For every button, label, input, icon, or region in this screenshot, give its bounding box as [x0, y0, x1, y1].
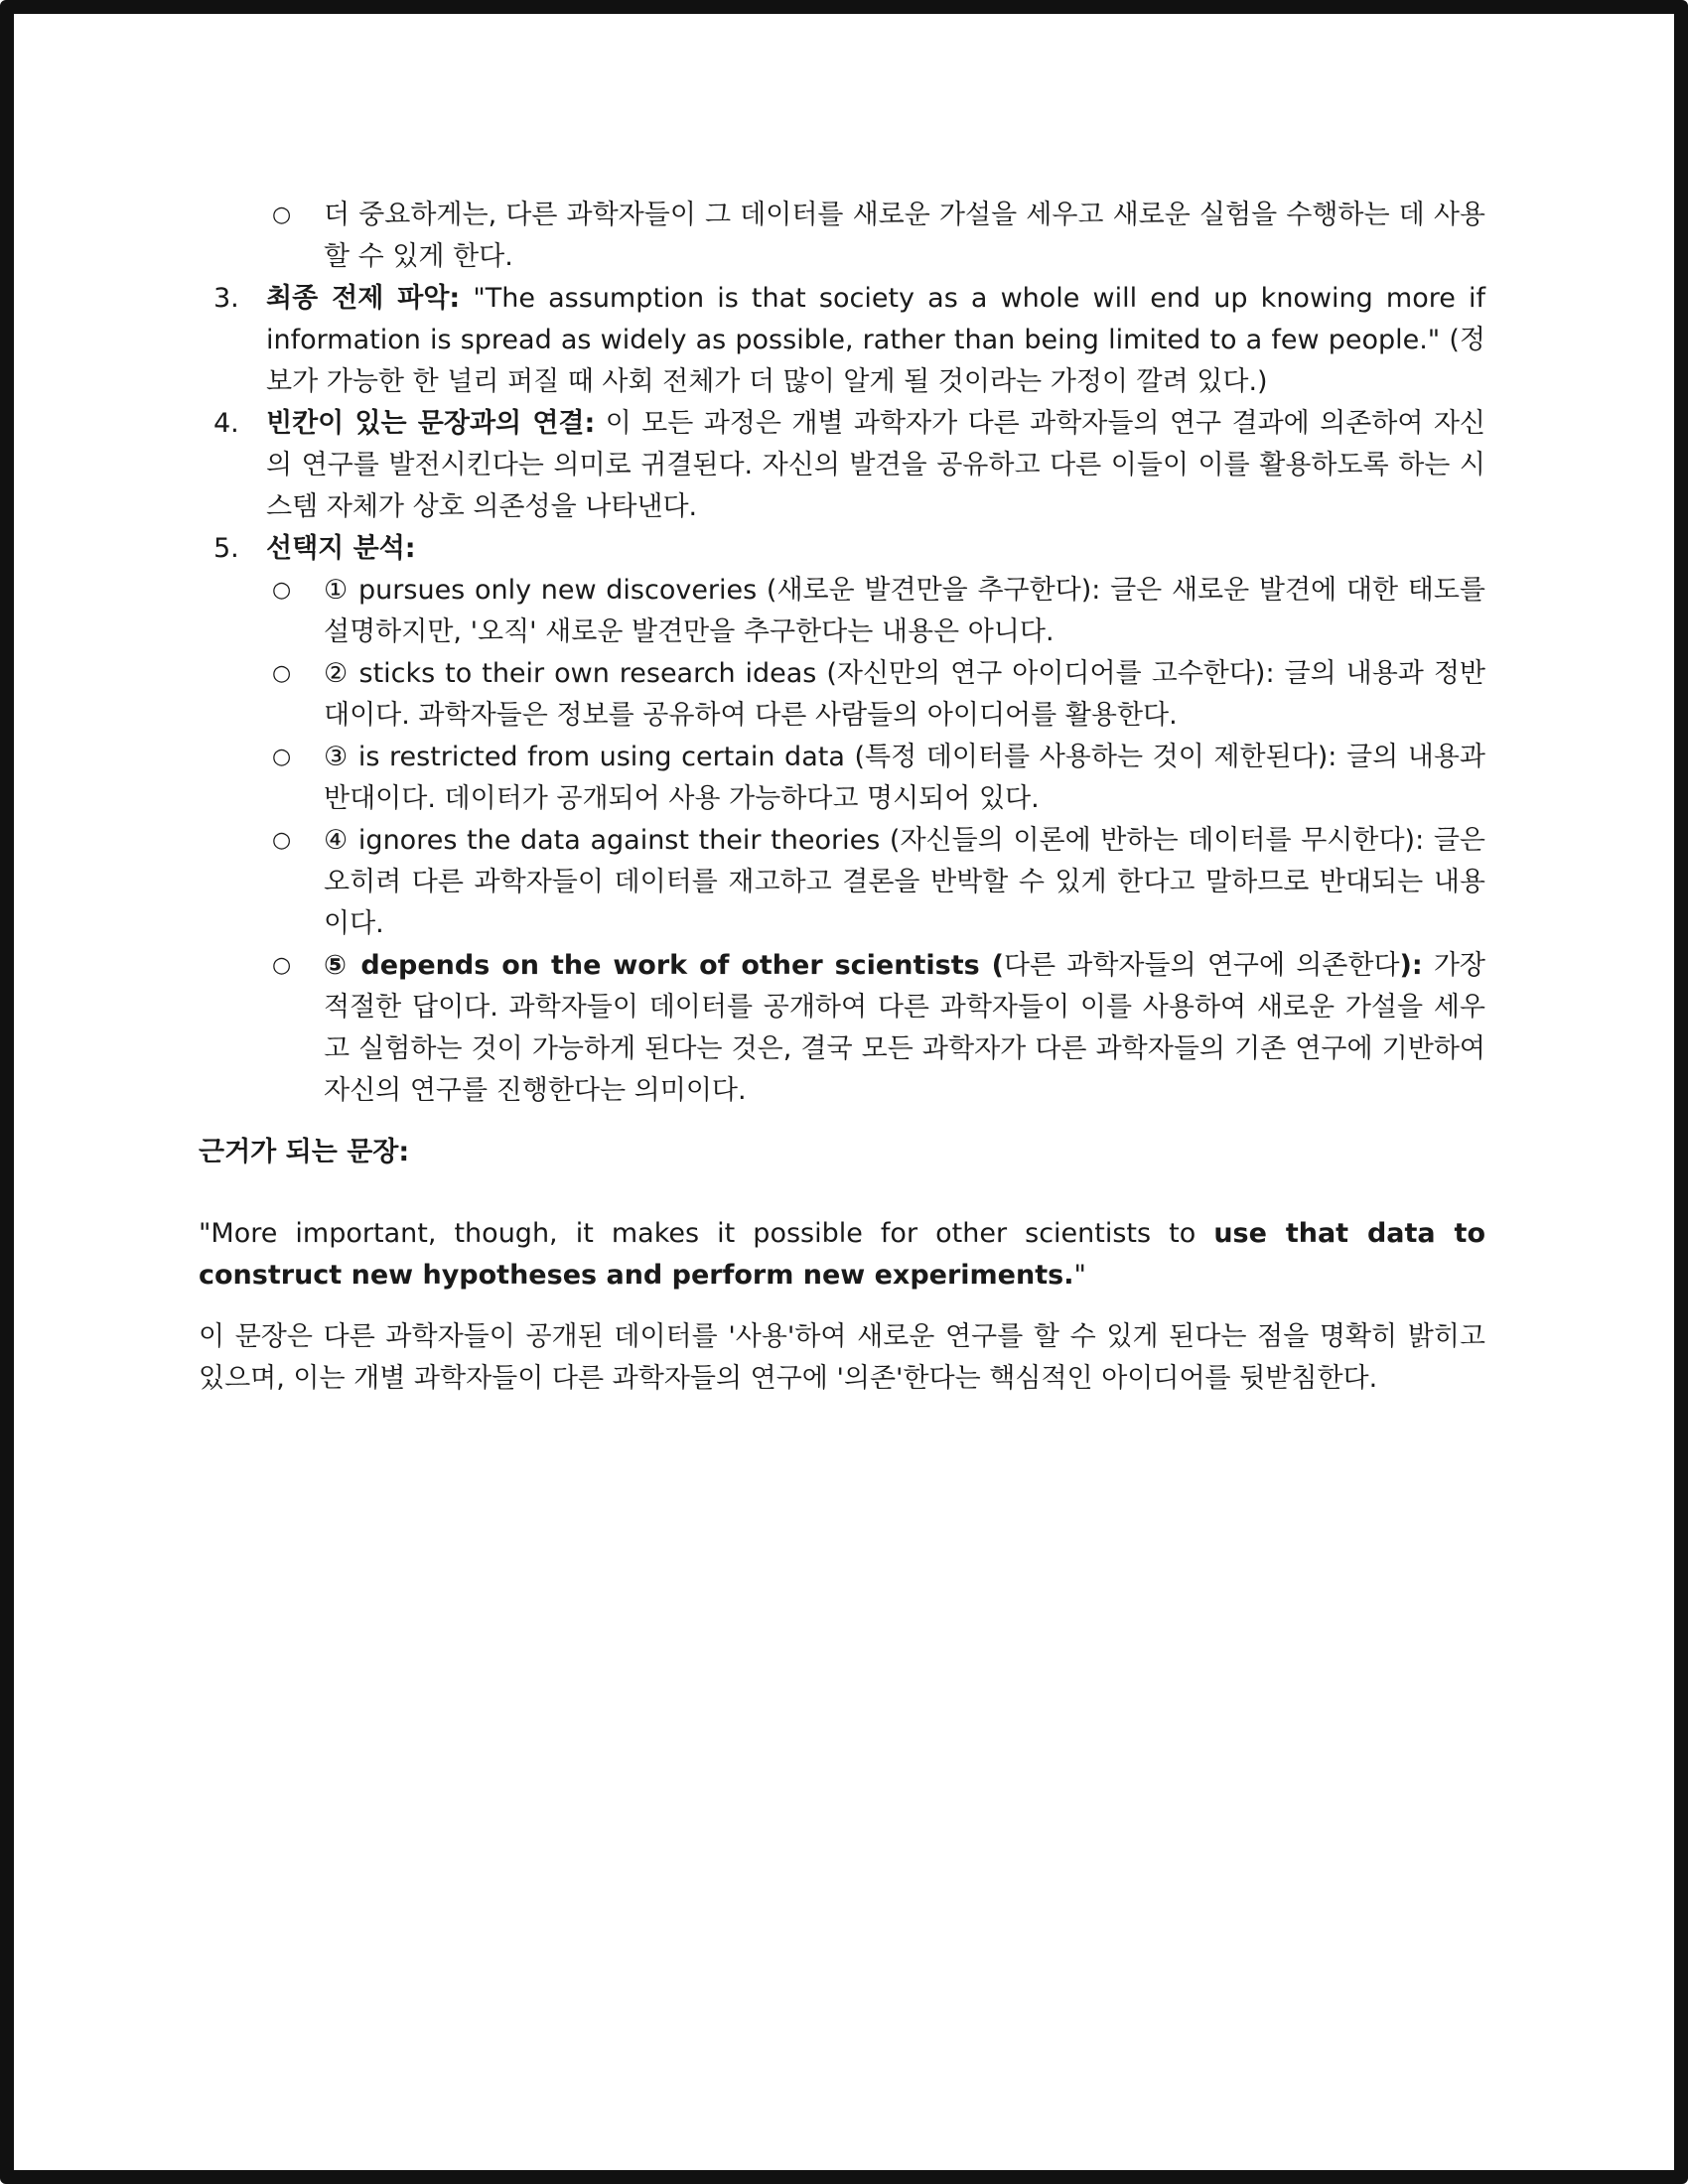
hollow-bullet-icon: ○: [272, 578, 292, 603]
option-3-item: [199, 737, 1485, 820]
option-text: ① pursues only new discoveries (새로운 발견만을 추구한다): 글은 새로운 발견에 대한 태도를 설명하지만, '오직' 새로운 발견만을 추구한다는 내용은 아니다.: [324, 575, 1485, 647]
evidence-heading-text: 근거가 되는 문장:: [199, 1137, 410, 1167]
bullet-text: 더 중요하게는, 다른 과학자들이 그 데이터를 새로운 가설을 세우고 새로운 실험을 수행하는 데 사용할 수 있게 한다.: [324, 200, 1485, 272]
evidence-heading: [199, 1132, 1485, 1173]
list-number: 3.: [213, 283, 239, 314]
numbered-item-3: [199, 278, 1485, 403]
quote-bold: use that data to construct new hypotheses and perform new experiments.: [199, 1218, 1485, 1291]
item-text: 이 모든 과정은 개별 과학자가 다른 과학자들의 연구 결과에 의존하여 자신의 연구를 발전시킨다는 의미로 귀결된다. 자신의 발견을 공유하고 다른 이들이 이를 활용하도록 하는 시스템 자체가 상호 의존성을 나타낸다.: [266, 408, 1485, 522]
item-label: 빈칸이 있는 문장과의 연결:: [266, 408, 596, 439]
sub-bullet-item: [199, 195, 1485, 278]
option-2-item: [199, 653, 1485, 737]
option-text: ② sticks to their own research ideas (자신만의 연구 아이디어를 고수한다): 글의 내용과 정반대이다. 과학자들은 정보를 공유하여 다른 사람들의 아이디어를 활용한다.: [324, 658, 1485, 731]
option-4-item: [199, 820, 1485, 945]
hollow-bullet-icon: ○: [272, 745, 292, 769]
option-text: 가장 적절한 답이다. 과학자들이 데이터를 공개하여 다른 과학자들이 이를 사용하여 새로운 가설을 세우고 실험하는 것이 가능하게 된다는 것은, 결국 모든 과학자가 다른 과학자들의 기존 연구에 기반하여 자신의 연구를 진행한다는 의미이다.: [324, 950, 1485, 1106]
quote-end: ": [1073, 1260, 1086, 1291]
list-number: 4.: [213, 408, 239, 439]
numbered-item-4: [199, 403, 1485, 528]
hollow-bullet-icon: ○: [272, 953, 292, 978]
item-label: 최종 전제 파악:: [266, 283, 461, 314]
option-1-item: [199, 570, 1485, 653]
document-body: [199, 195, 1485, 1400]
item-label: 선택지 분석:: [266, 533, 416, 564]
option-label-close: ):: [1399, 950, 1423, 981]
conclusion-paragraph: 이 문장은 다른 과학자들이 공개된 데이터를 '사용'하여 새로운 연구를 할 수 있게 된다는 점을 명확히 밝히고 있으며, 이는 개별 과학자들이 다른 과학자들의 연구에 '의존'한다는 핵심적인 아이디어를 뒷받침한다.: [199, 1321, 1485, 1394]
option-text: ④ ignores the data against their theories (자신들의 이론에 반하는 데이터를 무시한다): 글은 오히려 다른 과학자들이 데이터를 재고하고 결론을 반박할 수 있게 한다고 말하므로 반대되는 내용이다.: [324, 825, 1485, 939]
option-label: ⑤ depends on the work of other scientists (: [324, 950, 1004, 981]
list-number: 5.: [213, 533, 239, 564]
quote-plain: "More important, though, it makes it possible for other scientists to: [199, 1218, 1214, 1249]
evidence-quote: [199, 1213, 1485, 1297]
item-text: "The assumption is that society as a whole will end up knowing more if information is spread as widely as possible, rather than being limited to a few people." (정보가 가능한 한 널리 퍼질 때 사회 전체가 더 많이 알게 될 것이라는 가정이 깔려 있다.): [266, 283, 1486, 397]
numbered-item-5: [199, 528, 1485, 570]
option-label-korean: 다른 과학자들의 연구에 의존한다: [1003, 950, 1400, 981]
option-5-item: [199, 945, 1485, 1112]
option-text: ③ is restricted from using certain data (특정 데이터를 사용하는 것이 제한된다): 글의 내용과 반대이다. 데이터가 공개되어 사용 가능하다고 명시되어 있다.: [324, 742, 1485, 814]
hollow-bullet-icon: ○: [272, 203, 292, 227]
hollow-bullet-icon: ○: [272, 661, 292, 686]
hollow-bullet-icon: ○: [272, 828, 292, 853]
